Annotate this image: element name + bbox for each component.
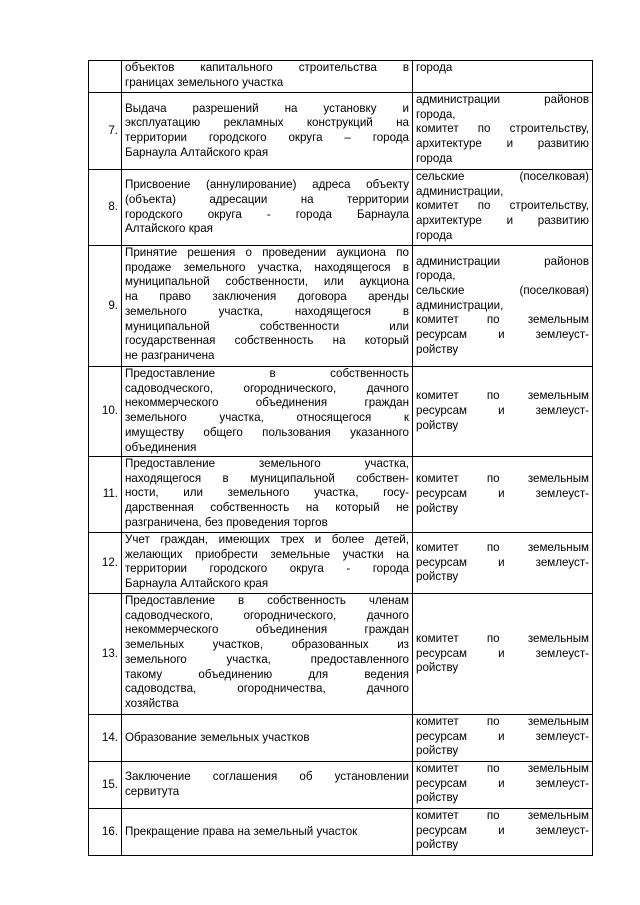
service-name-line: Барнаула Алтайского края — [125, 577, 269, 591]
responsible-organization-line: города — [416, 228, 453, 242]
responsible-organization-line: комитет по строительству, — [416, 122, 589, 136]
table-row — [89, 809, 593, 856]
responsible-organization-line: ройству — [416, 661, 459, 675]
responsible-organization-line: комитет по земельным — [416, 631, 589, 645]
table-row — [89, 762, 593, 809]
responsible-organization-cell — [413, 715, 593, 762]
responsible-organization-line: ресурсам и землеуст- — [416, 823, 589, 837]
responsible-organization-line: архитектуре и развитию — [416, 214, 589, 228]
service-name-line: земельных участков, образованных из — [125, 638, 409, 652]
service-name-cell — [122, 367, 413, 457]
responsible-organization-line: города — [416, 61, 453, 74]
service-name-cell — [122, 93, 413, 170]
responsible-organization-cell — [413, 533, 593, 594]
service-name-line: Предоставление в собственность членам — [125, 594, 409, 607]
responsible-organization-line: комитет по строительству, — [416, 199, 589, 213]
service-name-cell — [122, 594, 413, 715]
responsible-organization-cell — [413, 93, 593, 170]
row-number: 14. — [89, 715, 122, 762]
responsible-organization-line: города, — [416, 269, 456, 283]
table-row — [89, 594, 593, 715]
service-name-cell — [122, 170, 413, 246]
responsible-organization-cell — [413, 170, 593, 246]
responsible-organization-line: ресурсам и землеуст- — [416, 487, 589, 501]
responsible-organization-line: города, — [416, 107, 456, 121]
service-name-line: эксплуатацию рекламных конструкций на — [125, 116, 409, 130]
responsible-organization-line: администрации районов — [416, 93, 589, 106]
responsible-organization-line: ройству — [416, 791, 459, 805]
service-name-line: Алтайского края — [125, 222, 213, 236]
service-name-line: ности, или земельного участка, госу- — [125, 486, 409, 500]
responsible-organization-cell — [413, 61, 593, 93]
row-number: 10. — [89, 367, 122, 457]
service-name-line: земельного участка, предоставленного — [125, 652, 409, 666]
service-name-line: земельного участка, находящегося в — [125, 304, 409, 318]
service-name-line: (объекта) адресации на территории — [125, 192, 409, 206]
service-name-line: Выдача разрешений на установку и — [125, 101, 409, 115]
table-row — [89, 170, 593, 246]
responsible-organization-line: ресурсам и землеуст- — [416, 729, 589, 743]
responsible-organization-line: комитет по земельным — [416, 313, 589, 327]
service-name-line: государственная собственность на который — [125, 334, 409, 348]
responsible-organization-line: ройству — [416, 418, 459, 432]
responsible-organization-line: ресурсам и землеуст- — [416, 776, 589, 790]
service-name-cell — [122, 809, 413, 856]
table-row — [89, 246, 593, 367]
responsible-organization-line: ресурсам и землеуст- — [416, 646, 589, 660]
service-name-line: некоммерческого объединения граждан — [125, 623, 409, 637]
responsible-organization-line: комитет по земельным — [416, 809, 589, 822]
service-name-line: желающих приобрести земельные участки на — [125, 547, 409, 561]
service-name-cell — [122, 533, 413, 594]
service-name-line: объектов капитального строительства в — [125, 61, 409, 74]
responsible-organization-cell — [413, 457, 593, 533]
service-name-line: такому объединению для ведения — [125, 667, 409, 681]
service-name-line: Барнаула Алтайского края — [125, 145, 269, 159]
responsible-organization-line: города — [416, 151, 453, 165]
row-number: 8. — [89, 170, 122, 246]
responsible-organization-line: ройству — [416, 570, 459, 584]
responsible-organization-cell — [413, 246, 593, 367]
service-name-cell — [122, 61, 413, 93]
service-name-line: некоммерческого объединения граждан — [125, 396, 409, 410]
row-number: 11. — [89, 457, 122, 533]
service-name-line: Образование земельных участков — [125, 730, 310, 744]
service-name-line: продаже земельного участка, находящегося в — [125, 260, 409, 274]
service-name-line: муниципальной собственности или — [125, 319, 409, 333]
service-name-line: земельного участка, относящегося к — [125, 411, 409, 425]
row-number: 13. — [89, 594, 122, 715]
responsible-organization-line: комитет по земельным — [416, 715, 589, 728]
service-name-line: дарственная собственность на который не — [125, 501, 409, 515]
services-table — [88, 60, 593, 856]
row-number — [89, 61, 122, 93]
responsible-organization-line: комитет по земельным — [416, 540, 589, 554]
service-name-line: не разграничена — [125, 348, 215, 362]
responsible-organization-line: ройству — [416, 501, 459, 515]
responsible-organization-line: комитет по земельным — [416, 389, 589, 403]
row-number: 9. — [89, 246, 122, 367]
row-number: 16. — [89, 809, 122, 856]
table-row — [89, 61, 593, 93]
responsible-organization-line: ройству — [416, 744, 459, 758]
responsible-organization-line: администрации районов — [416, 254, 589, 268]
service-name-line: границах земельного участка — [125, 75, 284, 89]
table-row — [89, 457, 593, 533]
service-name-line: городского округа - города Барнаула — [125, 207, 409, 221]
responsible-organization-line: ройству — [416, 838, 459, 852]
service-name-line: муниципальной собственности, или аукциона — [125, 275, 409, 289]
service-name-cell — [122, 246, 413, 367]
service-name-line: на право заключения договора аренды — [125, 290, 409, 304]
responsible-organization-line: администрации, — [416, 184, 504, 198]
service-name-cell — [122, 762, 413, 809]
service-name-line: Предоставление земельного участка, — [125, 457, 409, 470]
responsible-organization-line: сельские (поселковая) — [416, 170, 589, 183]
service-name-line: Прекращение права на земельный участок — [125, 824, 358, 838]
service-name-line: имуществу общего пользования указанного — [125, 425, 409, 439]
table-row — [89, 533, 593, 594]
table-row — [89, 367, 593, 457]
service-name-line: разграничена, без проведения торгов — [125, 515, 328, 529]
responsible-organization-line: ресурсам и землеуст- — [416, 404, 589, 418]
service-name-line: Предоставление в собственность — [125, 367, 409, 380]
service-name-cell — [122, 457, 413, 533]
service-name-line: Заключение соглашения об установлении — [125, 770, 409, 784]
service-name-line: Учет граждан, имеющих трех и более детей, — [125, 533, 409, 546]
service-name-line: хозяйства — [125, 696, 179, 710]
service-name-line: Принятие решения о проведении аукциона по — [125, 246, 409, 259]
row-number: 7. — [89, 93, 122, 170]
responsible-organization-line: комитет по земельным — [416, 762, 589, 775]
service-name-line: садоводческого, огороднического, дачного — [125, 381, 409, 395]
row-number: 12. — [89, 533, 122, 594]
responsible-organization-line: ройству — [416, 342, 459, 356]
responsible-organization-line: сельские (поселковая) — [416, 283, 589, 297]
responsible-organization-line: ресурсам и землеуст- — [416, 328, 589, 342]
responsible-organization-cell — [413, 594, 593, 715]
service-name-line: территории городского округа – города — [125, 131, 409, 144]
responsible-organization-cell — [413, 367, 593, 457]
responsible-organization-line: администрации, — [416, 298, 504, 312]
responsible-organization-line: ресурсам и землеуст- — [416, 555, 589, 569]
row-number: 15. — [89, 762, 122, 809]
responsible-organization-line: комитет по земельным — [416, 472, 589, 486]
responsible-organization-cell — [413, 809, 593, 856]
table-row — [89, 93, 593, 170]
responsible-organization-cell — [413, 762, 593, 809]
table-row — [89, 715, 593, 762]
service-name-line: объединения — [125, 440, 197, 454]
responsible-organization-line: архитектуре и развитию — [416, 137, 589, 151]
service-name-cell — [122, 715, 413, 762]
services-table-body — [89, 61, 593, 856]
service-name-line: сервитута — [125, 785, 180, 798]
service-name-line: садоводческого, огороднического, дачного — [125, 608, 409, 622]
service-name-line: садоводства, огородничества, дачного — [125, 682, 409, 696]
service-name-line: Присвоение (аннулирование) адреса объекту — [125, 178, 409, 192]
service-name-line: территории городского округа - города — [125, 562, 409, 576]
service-name-line: находящегося в муниципальной собствен- — [125, 471, 409, 485]
